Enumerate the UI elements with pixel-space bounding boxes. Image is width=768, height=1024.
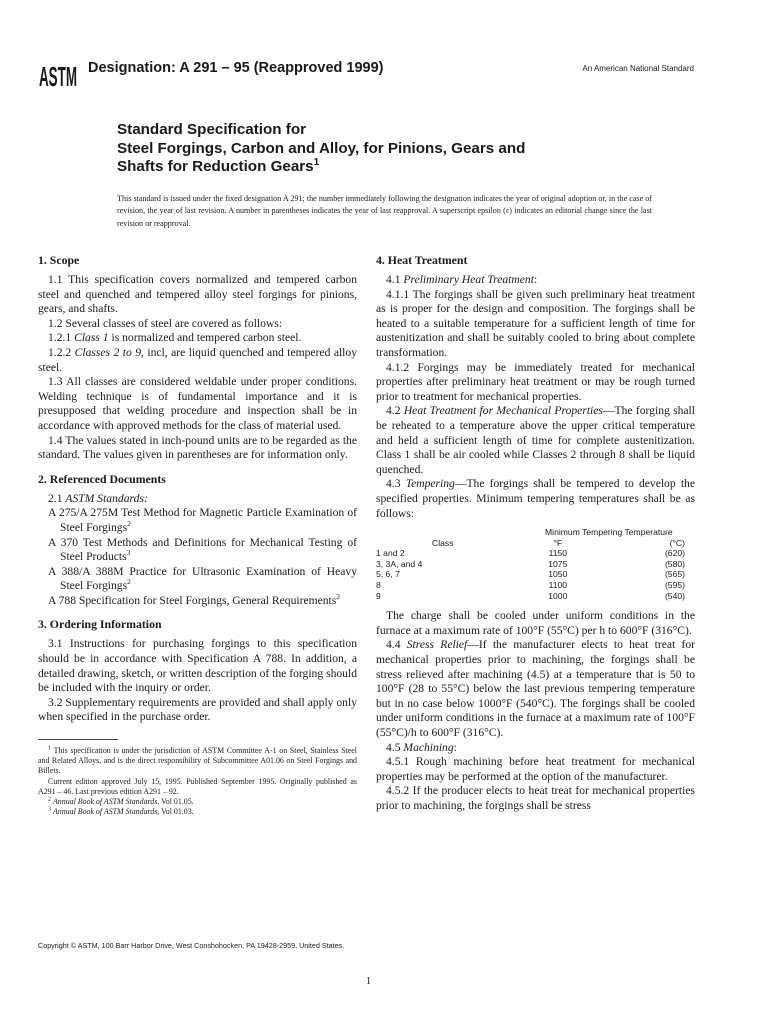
reference-a370: A 370 Test Methods and Definitions for Mechanical Testing of Steel Products$^3$ [48, 535, 357, 564]
table-row: 5, 6, 7 1050 (565) [376, 569, 685, 580]
footnote-1-edition: Current edition approved July 15, 1995. Published September 1995. Originally published as A291 – 46. Last previous edition A291 – 92. [38, 776, 357, 796]
table-row: 9 1000 (540) [376, 590, 685, 601]
para-4-5-1: 4.5.1 Rough machining before heat treatment for mechanical properties may be performed at the option of the manufacturer. [376, 755, 695, 783]
footnote-divider [38, 739, 118, 740]
table-row: 3, 3A, and 4 1075 (580) [376, 558, 685, 569]
para-1-3: 1.3 All classes are considered weldable under proper conditions. Welding technique is of fundamental importance and it is presupposed that welding procedure and inspection shall be in accordance with approved methods for the class of material used. [38, 375, 357, 432]
reference-a388: A 388/A 388M Practice for Ultrasonic Examination of Heavy Steel Forgings$^2$ [48, 564, 357, 593]
table-header-f: °F [553, 537, 563, 548]
right-column [376, 253, 695, 814]
para-2-1: 2.1 ASTM Standards: [48, 491, 148, 505]
para-4-1: 4.1 Preliminary Heat Treatment: [386, 273, 538, 286]
para-4-2: 4.2 Heat Treatment for Mechanical Properties—The forging shall be reheated to a temperature above the upper critical temperature and held a sufficient length of time for complete austenitization. Class 1 shall be air cooled while Classes 2 through 8 shall be liquid quenched. [376, 404, 695, 476]
national-standard-label: An American National Standard [582, 64, 694, 73]
para-3-1: 3.1 Instructions for purchasing forgings to this specification should be in accordance with Specification A 788. In addition, a detailed drawing, sketch, or written description of the forging should be included with the inquiry or order. [38, 637, 357, 695]
issuance-notice: This standard is issued under the fixed designation A 291; the number immediately following the designation indicates the year of original adoption or, in the case of revision, the year of last revision. A number in parentheses indicates the year of last reapproval. A superscript epsilon (ε) indicates an editorial change since the last revision or reapproval. [117, 194, 652, 228]
para-1-2-2: 1.2.2 Classes 2 to 9, incl, are liquid quenched and tempered alloy steel. [38, 345, 358, 374]
para-4-5-2: 4.5.2 If the producer elects to heat treat for mechanical properties prior to machining, the forgings shall be stress [376, 784, 695, 812]
section-4-heading: 4. Heat Treatment [376, 253, 468, 267]
para-1-2-1: 1.2.1 Class 1 is normalized and tempered carbon steel. [48, 331, 302, 345]
para-1-4: 1.4 The values stated in inch-pound units are to be regarded as the standard. The values given in parentheses are for information only. [38, 433, 357, 462]
para-4-5: 4.5 Machining: [386, 740, 457, 754]
para-charge-cooling: The charge shall be cooled under uniform conditions in the furnace at a maximum rate of 100°F (55°C) per h to 600°F (316°C). [376, 609, 695, 637]
tempering-temperature-table [376, 527, 695, 601]
reference-a275: A 275/A 275M Test Method for Magnetic Particle Examination of Steel Forgings$^2$ [48, 506, 357, 534]
title-line-2: Steel Forgings, Carbon and Alloy, for Pinions, Gears and [117, 139, 526, 157]
table-row: 8 1100 (595) [376, 580, 685, 591]
designation: Designation: A 291 – 95 (Reapproved 1999) [88, 60, 384, 76]
table-header-c: (°C) [669, 537, 685, 548]
footnote-3: $^3$ Annual Book of ASTM Standards, Vol 01.03. [48, 806, 194, 817]
table-title: Minimum Tempering Temperature [545, 527, 673, 538]
para-4-3: 4.3 Tempering—The forgings shall be tempered to develop the specified properties. Minimum tempering temperatures shall be as follows: [376, 477, 695, 520]
reference-a788: A 788 Specification for Steel Forgings, General Requirements$^2$ [48, 592, 341, 607]
para-1-1: 1.1 This specification covers normalized and tempered carbon steel and quenched and tempered alloy steel forgings for pinions, gears, and shafts. [38, 273, 357, 316]
title-line-1: Standard Specification for [117, 121, 307, 138]
footnote-1: $^1$ This specification is under the jurisdiction of ASTM Committee A-1 on Steel, Stainless Steel and Related Alloys, and is the direct responsibility of Subcommittee A01.06 on Steel Forgings and Billets. [38, 745, 357, 776]
table-row: 1 and 2 1150 (620) [376, 548, 685, 559]
para-1-2: 1.2 Several classes of steel are covered as follows: [48, 316, 283, 330]
section-1-heading: 1. Scope [38, 253, 80, 267]
page-number: 1 [366, 976, 371, 987]
left-column [38, 253, 357, 817]
astm-logo [38, 56, 78, 94]
title-line-3: Shafts for Reduction Gears$^1$ [117, 156, 320, 175]
para-4-1-2: 4.1.2 Forgings may be immediately treated for mechanical properties after preliminary heat treatment or may be rough turned prior to treatment for mechanical properties. [376, 360, 695, 403]
section-3-heading: 3. Ordering Information [38, 617, 162, 632]
title-footnote-mark: 1 [313, 156, 320, 168]
table-header-class: Class [432, 537, 454, 548]
document-title [117, 121, 677, 177]
para-3-2: 3.2 Supplementary requirements are provided and shall apply only when specified in the purchase order. [38, 695, 357, 724]
para-4-4: 4.4 Stress Relief—If the manufacturer elects to heat treat for mechanical properties prior to machining, the forgings shall be stress relieved after machining (4.5) at a temperature that is 50 to 100°F (28 to 55°C) below the last previous tempering temperature but in no case below 1000°F (540°C). The forgings shall be cooled under uniform conditions in the furnace at a maximum rate of 100°F (55°C)/h to 600°F (316°C). [376, 638, 695, 739]
svg-text:ASTM: ASTM [39, 62, 77, 93]
para-4-1-1: 4.1.1 The forgings shall be given such preliminary heat treatment as is proper for the design and composition. The forgings shall be heated to a suitable temperature for a sufficient length of time for austenitization and shall be suitably cooled to bring about complete transformation. [376, 287, 695, 359]
copyright-notice: Copyright © ASTM, 100 Barr Harbor Drive, West Conshohocken, PA 19428-2959, United States. [38, 941, 345, 950]
section-2-heading: 2. Referenced Documents [38, 471, 166, 486]
footnote-2: $^2$ Annual Book of ASTM Standards, Vol 01.05. [48, 796, 194, 807]
